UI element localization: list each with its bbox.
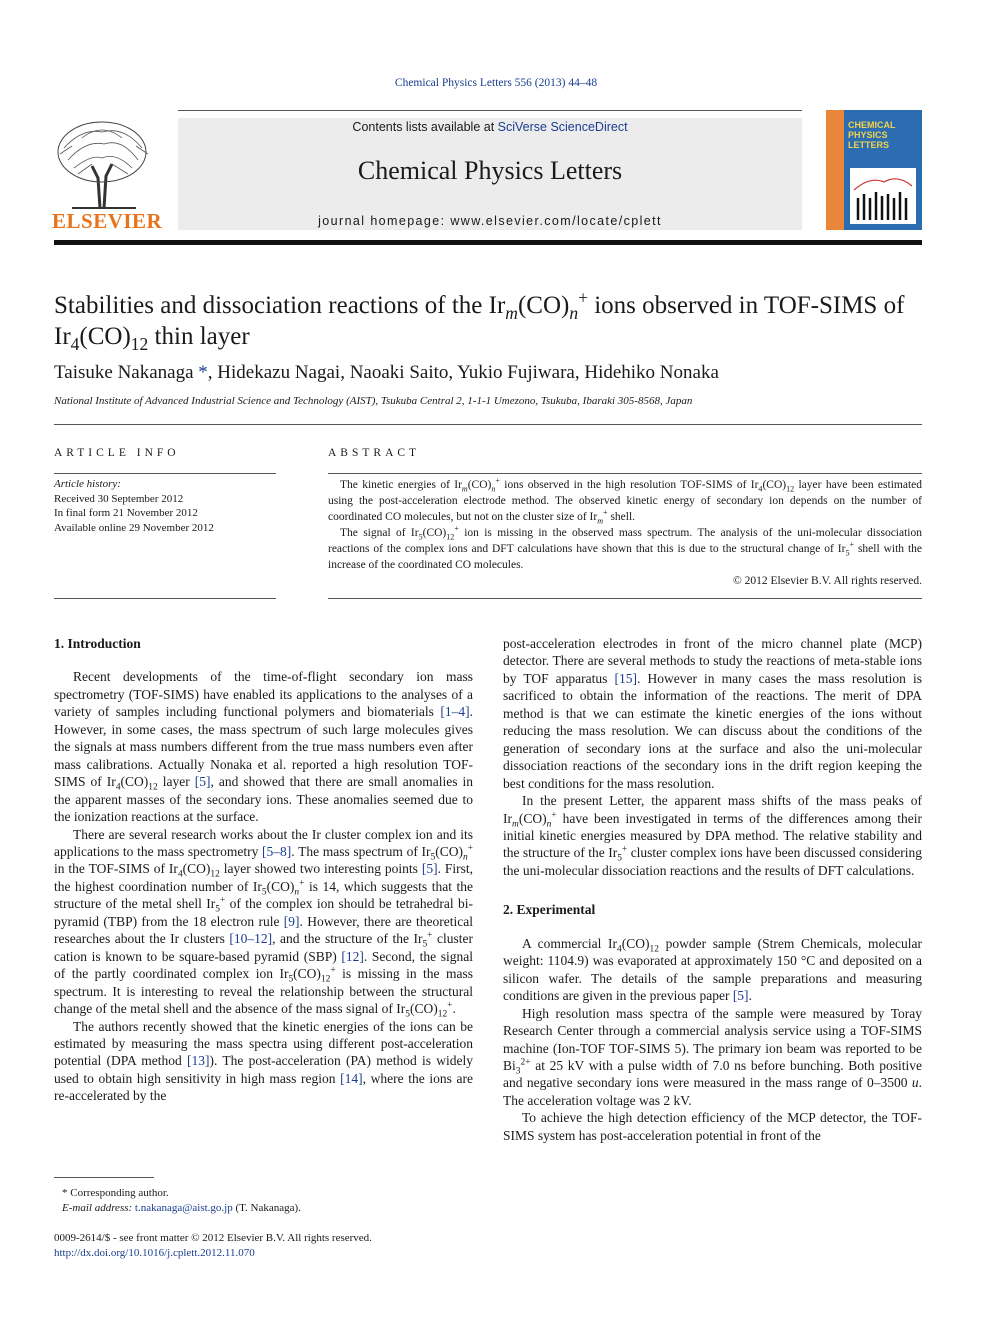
received-date: Received 30 September 2012 — [54, 492, 184, 505]
journal-title: Chemical Physics Letters — [357, 156, 623, 185]
body-paragraph: High resolution mass spectra of the sample were measured by Toray Research Center through a commercial analysis service using a TOF-SIMS machine (Ion-TOF TOF-SIMS 5). The primary ion beam was reported to be $Bi_3^{2+}$ at 25 kV with a pulse width of 7.0 ns before bunching. Both positive and negative secondary ions were measured in the mass range of 0–3500 u. The acceleration voltage was 2 kV. — [503, 1005, 922, 1108]
author-list: Taisuke Nakanaga *, Hidekazu Nagai, Naoaki Saito, Yukio Fujiwara, Hidehiko Nonaka — [54, 362, 719, 383]
header-rule — [178, 110, 802, 111]
article-title: Stabilities and dissociation reactions of the $Ir_m(CO)_n^+$ ions observed in TOF-SIMS of $Ir_4(CO)_{12}$ thin layer — [54, 287, 905, 354]
online-date: Available online 29 November 2012 — [54, 521, 214, 534]
right-column — [503, 635, 922, 1144]
divider — [54, 598, 276, 599]
email-note — [62, 1201, 462, 1216]
abstract-body — [328, 477, 922, 589]
issn-line: 0009-2614/$ - see front matter © 2012 Elsevier B.V. All rights reserved. — [54, 1232, 372, 1244]
spectrum-icon — [850, 168, 916, 224]
final-form-date: In final form 21 November 2012 — [54, 507, 198, 520]
contents-prefix: Contents lists available at — [352, 120, 498, 134]
body-paragraph: There are several research works about the Ir cluster complex ion and its applications to the mass spectrometry [5–8]. The mass spectrum of $Ir_5(CO)_n^+$ in the TOF-SIMS of $Ir_4(CO)_{12}$ layer showed two interesting points [5]. First, the highest coordination number of $Ir_5(CO)_n^+$ is 14, which suggests that the structure of the metal shell $Ir_5^+$ of the complex ion should be tetrahedral bi-pyramid (TBP) from the 18 electron rule [9]. However, there are theoretical researches about the Ir clusters [10–12], and the structure of the $Ir_5^+$ cluster cation is known to be square-based pyramid (SBP) [12]. Second, the signal of the partly coordinated complex ion $Ir_5(CO)_{12}^+$ is missing in the mass spectrum. It is interesting to reveal the relationship between the structural change of the metal shell and the absence of the mass signal of $Ir_5(CO)_{12}^+$. — [54, 826, 474, 1020]
left-column — [54, 635, 473, 1105]
footnotes — [62, 1186, 462, 1216]
journal-cover — [826, 110, 922, 230]
body-paragraph: To achieve the high detection efficiency of the MCP detector, the TOF-SIMS system has post-acceleration potential in front of the — [503, 1110, 922, 1143]
email-label: E-mail address: — [62, 1202, 135, 1214]
cover-spectrum-image — [850, 168, 916, 224]
body-paragraph: post-acceleration electrodes in front of the micro channel plate (MCP) detector. There are several methods to study the reactions of meta-stable ions by TOF apparatus [15]. However in many cases the mass resolution is sacrificed to obtain the information of the reactions. The merit of DPA method is that we can estimate the kinetic energies of the ions without reducing the mass resolution. We can discuss about the conditions of the generation of secondary ions at the surface and also the uni-molecular dissociation reactions of the secondary ions in the drift region keeping the best conditions for the mass resolution. — [503, 636, 922, 791]
publisher-name: ELSEVIER — [52, 209, 163, 233]
footnote-rule — [54, 1177, 154, 1178]
abstract-heading: ABSTRACT — [328, 447, 421, 459]
divider — [54, 424, 922, 425]
divider — [54, 473, 276, 474]
tree-icon — [52, 118, 154, 210]
sciencedirect-link[interactable]: SciVerse ScienceDirect — [497, 120, 628, 134]
header-thick-rule — [54, 240, 922, 245]
cover-title-line: PHYSICS — [848, 130, 888, 140]
email-link[interactable]: t.nakanaga@aist.go.jp — [134, 1202, 233, 1214]
affiliation: National Institute of Advanced Industrial Science and Technology (AIST), Tsukuba Central 2, 1-1-1 Umezono, Tsukuba, Ibaraki 305-8568, Japan — [54, 395, 693, 407]
contents-line — [178, 120, 802, 134]
body-paragraph: The authors recently showed that the kinetic energies of the ions can be estimated by measuring the mass spectra using different post-acceleration potential (DPA method [13]). The post-acceleration (PA) method is widely used to obtain high sensitivity in high mass region [14], where the ions are re-accelerated by the — [54, 1018, 473, 1104]
abstract-paragraph: The signal of $Ir_5(CO)_{12}^+$ ion is missing in the observed mass spectrum. The analysis of the uni-molecular dissociation reactions of the complex ions and DFT calculations have shown that this is due to the structural change of $Ir_5^+$ shell with the increase of the coordinated CO molecules. — [328, 524, 922, 571]
doi-link[interactable]: http://dx.doi.org/10.1016/j.cplett.2012.11.070 — [54, 1247, 255, 1259]
body-paragraph: Recent developments of the time-of-flight secondary ion mass spectrometry (TOF-SIMS) have enabled its applications to the analyses of a variety of samples including functional polymers and biomaterials [1–4]. However, in some cases, the mass spectrum of such large molecules gives the signals at mass numbers different from the true mass numbers even after mass calibrations. Actually Nonaka et al. reported a high resolution TOF-SIMS of $Ir_4(CO)_{12}$ layer [5], and showed that there are small anomalies in the apparent masses of the secondary ions. These anomalies seemed due to the ionization reactions at the surface. — [54, 669, 473, 825]
cover-stripe — [826, 110, 844, 230]
journal-homepage[interactable]: journal homepage: www.elsevier.com/locate/cplett — [318, 214, 662, 228]
body-paragraph: In the present Letter, the apparent mass shifts of the mass peaks of $Ir_m(CO)_n^+$ have been investigated in terms of the differences among their initial kinetic energies measured by DPA method. The relative stability and the structure of the $Ir_5^+$ cluster complex ions have been discussed considering the uni-molecular dissociation reactions and the results of DFT calculations. — [503, 793, 922, 878]
history-label: Article history: — [54, 478, 121, 490]
body-paragraph: A commercial $Ir_4(CO)_{12}$ powder sample (Strem Chemicals, molecular weight: 1104.9) was evaporated at approximately 150 °C and deposited on a silicon wafer. The details of the sample preparations and measuring conditions are given in the previous paper [5]. — [503, 935, 922, 1004]
cover-title-line: LETTERS — [848, 140, 890, 150]
divider — [328, 473, 922, 474]
section-heading: 1. Introduction — [54, 636, 141, 651]
article-history — [54, 477, 276, 535]
email-suffix: (T. Nakanaga). — [232, 1202, 301, 1214]
journal-masthead — [178, 118, 802, 230]
cover-title — [848, 120, 896, 150]
journal-citation[interactable]: Chemical Physics Letters 556 (2013) 44–48 — [394, 77, 598, 89]
abstract-paragraph: The kinetic energies of $Ir_m(CO)_n^+$ ions observed in the high resolution TOF-SIMS of $Ir_4(CO)_{12}$ layer have been estimated using the post-acceleration electrode method. The observed kinetic energy of secondary ion depends on the number of coordinated CO molecules, but not on the cluster size of $Ir_m^+$ shell. — [328, 476, 922, 526]
article-info-heading: ARTICLE INFO — [54, 447, 180, 459]
section-heading: 2. Experimental — [503, 902, 596, 918]
divider — [328, 598, 922, 599]
cover-title-line: CHEMICAL — [848, 120, 896, 130]
copyright: © 2012 Elsevier B.V. All rights reserved. — [733, 575, 922, 587]
publication-info — [54, 1231, 474, 1261]
corresponding-note: * Corresponding author. — [62, 1187, 169, 1199]
elsevier-logo — [52, 118, 163, 236]
